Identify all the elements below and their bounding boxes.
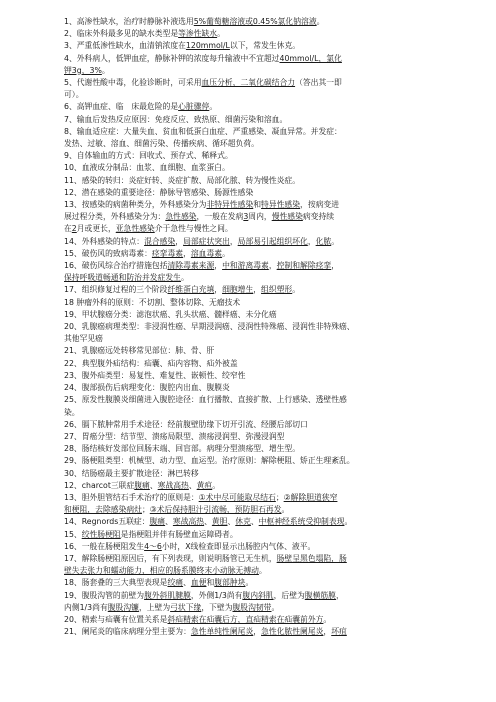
text-line: 染。 [64, 407, 80, 417]
underlined-phrase: 血便 [190, 578, 207, 588]
underlined-phrase: 寒战高热 [157, 480, 189, 490]
text-line: 3、严重低渗性缺水，血清钠浓度在120mmol/L以下，常发生休克。 [64, 41, 301, 51]
underlined-phrase: 坏疽 [331, 627, 347, 637]
underlined-phrase: 中和游离毒素 [222, 261, 269, 271]
underlined-phrase: 腹横筋膜 [304, 590, 336, 600]
underlined-phrase: 急性感染 [165, 212, 197, 222]
underlined-phrase: 保持呼吸道畅通和防治并发症发生 [64, 273, 181, 283]
text-line: 在2月或更长，亚急性感染介于急性与慢性之间。 [64, 224, 233, 234]
underlined-phrase: 钾3g，3% [64, 65, 102, 75]
text-line: 25、原发性腹膜炎细菌进入腹腔途径：血行播散、直接扩散、上行感染、透壁性感 [64, 395, 347, 405]
text-line: 28、肠结核好发部位回肠末端、回盲部。病理分型溃疡型、增生型。 [64, 444, 301, 454]
underlined-phrase: 控制和解除痉挛 [276, 261, 332, 271]
text-line: 15、破伤风的致病毒素：痉挛毒素，溶血毒素。 [64, 248, 230, 258]
text-line: 其他罕见癌 [64, 334, 103, 344]
text-line: 26、膈下脓肿常用手术途径：经前腹壁肋缘下切开引流、经腰后部切口 [64, 419, 308, 429]
underlined-phrase: 绞性肠梗阻 [81, 529, 121, 539]
underlined-phrase: 腹内斜肌 [242, 590, 274, 600]
underlined-phrase: 中枢神经系统受抑制表现 [258, 517, 345, 527]
text-line: 可）。 [64, 90, 84, 100]
underlined-phrase: 心脏骤停 [178, 102, 210, 112]
text-line: 17、解除肠梗阻原因后，有下列表现，则说明肠管已无生机，肠壁呈黑色塌陷，肠 [64, 553, 347, 563]
text-line: 15、绞性肠梗阻是指梗阻并伴有肠壁血运障碍者。 [64, 529, 238, 539]
underlined-phrase: 亚急性感染 [115, 224, 155, 234]
text-line: 16、破伤风综合治疗措施包括清除毒素来源，中和游离毒素，控制和解除痉挛， [64, 261, 340, 271]
underlined-phrase: 腹痛 [149, 517, 166, 527]
text-line: 13、胆外胆管结石手术治疗的原则是：①术中尽可能取尽结石；②解除胆道狭窄 [64, 492, 338, 502]
text-line: 1、高渗性缺水，治疗时静脉补液选用5%葡萄糖溶液或0.45%氯化钠溶液。 [64, 17, 325, 26]
underlined-phrase: 混合感染 [144, 236, 176, 246]
text-line: 23、腹外疝类型：易复性、难复性、嵌顿性、绞窄性 [64, 370, 246, 380]
text-line: 展过程分类，外科感染分为：急性感染，一般在发病3周内，慢性感染病变持续 [64, 212, 335, 222]
text-line: 16、一般在肠梗阻发生4～6小时，X线检查即显示出肠腔内气体、液平。 [64, 541, 316, 551]
text-line: 17、组织修复过程的三个阶段纤维蛋白充填，细胞增生，组织塑形。 [64, 285, 301, 295]
text-line: 保持呼吸道畅通和防治并发症发生。 [64, 273, 189, 283]
document-body [64, 16, 478, 638]
underlined-phrase: 绞痛 [167, 578, 184, 588]
text-line: 10、血液成分制品：血浆、血细胞、血浆蛋白。 [64, 163, 230, 173]
underlined-phrase: 腹股沟韧带 [232, 602, 272, 612]
underlined-phrase: ③术后保持胆汁引流畅，预防胆石再发 [149, 505, 282, 515]
text-line: 壁失去张力和蠕动能力，相应的肠系膜终末小动脉无搏动。 [64, 566, 267, 576]
text-line: 内侧1/3尚有腹股沟镰，上壁为弓状下缘，下壁为腹股沟韧带。 [64, 602, 280, 612]
text-line: 发热、过敏、溶血、细菌污染、传播疾病、循环超负荷。 [64, 139, 259, 149]
underlined-phrase: 弓状下缘 [170, 602, 202, 612]
underlined-phrase: 5%葡萄糖溶液或0.45%氯化钠溶液 [193, 17, 317, 26]
underlined-phrase: 痉挛毒素 [151, 248, 184, 258]
underlined-phrase: 急性化脓性阑尾炎 [261, 627, 324, 637]
underlined-phrase: 腹部肿块 [214, 578, 246, 588]
underlined-phrase: 细胞增生 [222, 285, 254, 295]
text-line: 5、代谢性酸中毒，化验诊断时，可采用血压分析，二氧化碳结合力（答出其一即 [64, 78, 342, 88]
underlined-phrase: 斜疝精索在疝囊后方，直疝精索在疝囊前外方 [167, 614, 324, 624]
underlined-phrase: 腹痛 [134, 480, 150, 490]
underlined-phrase: 肠壁呈黑色塌陷，肠 [276, 553, 347, 563]
underlined-phrase: 纤维蛋白充填 [167, 285, 215, 295]
underlined-phrase: 40mmol/L，氯化 [279, 53, 342, 63]
underlined-phrase: 120mmol/L [185, 41, 230, 51]
underlined-phrase: 黄疸 [196, 480, 213, 490]
underlined-phrase: 黄胆 [211, 517, 228, 527]
text-line: 18、肠套叠的三大典型表现是绞痛、血便和腹部肿块。 [64, 578, 254, 588]
underlined-phrase: 溶血毒素 [190, 248, 223, 258]
text-line: 4、外科病人，低钾血症，静脉补钾的浓度每升输液中不宜超过40mmol/L，氯化 [64, 53, 342, 63]
underlined-phrase: 清除毒素来源 [167, 261, 215, 271]
text-line: 和梗阻，去除感染病灶；③术后保持胆汁引流畅，预防胆石再发。 [64, 505, 290, 515]
underlined-phrase: 4～6 [144, 541, 162, 551]
underlined-phrase: 特异性感染 [261, 200, 301, 210]
underlined-phrase: ①术中尽可能取尽结石 [198, 492, 276, 502]
underlined-phrase: ②解除胆道狭窄 [283, 492, 338, 502]
text-line: 29、肠梗阻类型：机械型、动力型、血运型。治疗原则：解除梗阻、矫正生理紊乱。 [64, 456, 355, 466]
underlined-phrase: 化脓 [315, 236, 332, 246]
text-line: 2、临床外科最多见的缺水类型是等渗性缺水。 [64, 29, 225, 39]
text-line: 27、胃癌分型：结节型、溃疡局限型、溃疡浸润型、弥漫浸润型 [64, 431, 285, 441]
text-line: 20、乳腺癌病理类型：非浸润性癌、早期浸润癌、浸润性特殊癌、浸润性非特殊癌、 [64, 322, 355, 332]
text-line: 14、Regnords五联症：腹痛、寒战高热、黄胆、休克、中枢神经系统受抑制表现。 [64, 517, 353, 527]
underlined-phrase: 壁失去张力和蠕动能力，相应的肠系膜终末小动脉无搏动 [64, 566, 259, 576]
text-line: 14、外科感染的特点：混合感染，局部症状突出，局部易引起组织坏化，化脓。 [64, 236, 340, 246]
underlined-phrase: 血压分析，二氧化碳结合力 [201, 78, 296, 88]
text-line: 21、乳腺癌远处转移常见部位：肺、骨、肝 [64, 346, 215, 356]
underlined-phrase: 2 [71, 224, 77, 234]
text-line: 20、精索与疝囊有位置关系是斜疝精索在疝囊后方，直疝精索在疝囊前外方。 [64, 614, 332, 624]
text-line: 19、甲状腺癌分类：滤泡状癌、乳头状癌、髓样癌、未分化癌 [64, 309, 277, 319]
text-line: 9、自体输血的方式：回收式、预存式、稀释式。 [64, 151, 233, 161]
underlined-phrase: 组织塑形 [261, 285, 293, 295]
text-line: 12、潜在感染的重要途径：静脉导管感染、肠源性感染 [64, 187, 254, 197]
text-line: 22、典型腹外疝结构：疝囊、疝内容物、疝外被盖 [64, 358, 238, 368]
text-line: 21、阑尾炎的临床病理分型主要为：急性单纯性阑尾炎，急性化脓性阑尾炎，坏疽 [64, 627, 347, 637]
text-line: 19、腹股沟管的前壁为腹外斜肌腱膜，外侧1/3尚有腹内斜肌，后壁为腹横筋膜， [64, 590, 344, 600]
underlined-phrase: 腹股沟镰 [107, 602, 139, 612]
underlined-phrase: 慢性感染 [271, 212, 303, 222]
underlined-phrase: 3 [243, 212, 249, 222]
text-line: 7、输血后发热反应原因：免疫反应、致热原、细菌污染和溶血。 [64, 114, 288, 124]
text-line: 24、腹部损伤后病理变化：腹腔内出血、腹膜炎 [64, 383, 230, 393]
underlined-phrase: 局部易引起组织坏化 [237, 236, 308, 246]
text-line: 钾3g，3%。 [64, 65, 110, 75]
text-line: 12、charcot三联症腹痛、寒战高热、黄疸。 [64, 480, 221, 490]
underlined-phrase: 寒战高热 [172, 517, 205, 527]
text-line: 11、感染的转归：炎症好转、炎症扩散、局部化脓、转为慢性炎症。 [64, 175, 301, 185]
text-line: 13、按感染的病菌种类分，外科感染分为非特异性感染和特异性感染，按病变进 [64, 200, 340, 210]
text-line: 8、输血适应症：大量失血、贫血和低蛋白血症、严重感染、凝血异常。并发症： [64, 126, 342, 136]
text-line: 30、结肠癌最主要扩散途径：淋巴转移 [64, 468, 199, 478]
text-line: 18 肿瘤外科的原则：不切割、整体切除、无瘤技术 [64, 297, 241, 307]
underlined-phrase: 腹外斜肌腱膜 [144, 590, 191, 600]
underlined-phrase: 非特异性感染 [206, 200, 254, 210]
underlined-phrase: 急性单纯性阑尾炎 [190, 627, 254, 637]
text-line: 6、高钾血症、临 床最危险的是心脏骤停。 [64, 102, 218, 112]
underlined-phrase: 休克 [235, 517, 251, 527]
underlined-phrase: 等渗性缺水 [178, 29, 218, 39]
underlined-phrase: 和梗阻，去除感染病灶 [64, 505, 142, 515]
underlined-phrase: 局部症状突出 [183, 236, 230, 246]
